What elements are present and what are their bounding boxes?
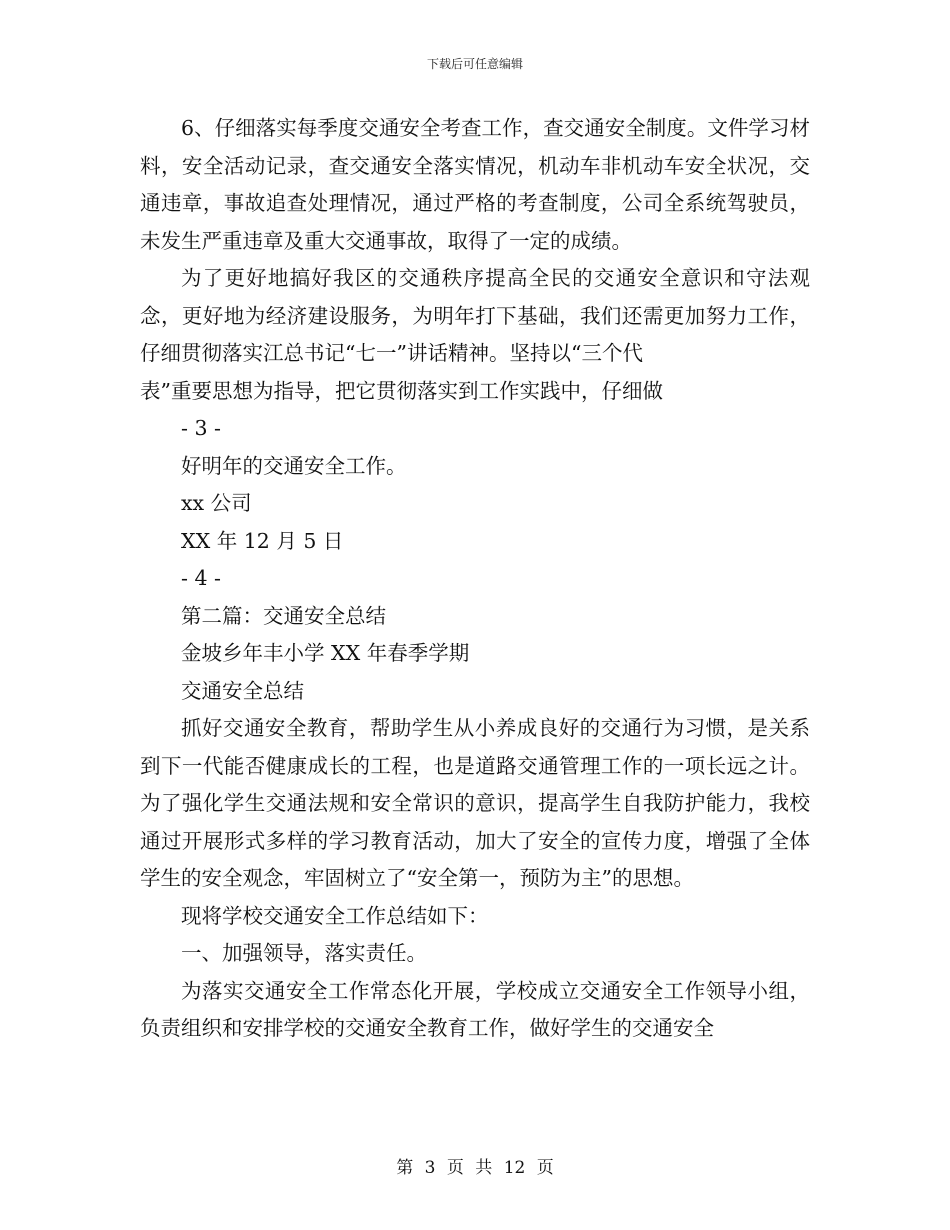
paragraph-next-year-plan: 为了更好地搞好我区的交通秩序提高全民的交通安全意识和守法观念，更好地为经济建设服务，为明年打下基础，我们还需更加努力工作，仔细贯彻落实江总书记“七一”讲话精神。坚持以“三个代 xyxy=(140,266,810,365)
paragraph-inspection: 6、仔细落实每季度交通安全考查工作，查交通安全制度。文件学习材料，安全活动记录，查交通安全落实情况，机动车非机动车安全状况，交通违章，事故追查处理情况，通过严格的考查制度，公司全系统驾驶员，未发生严重违章及重大交通事故，取得了一定的成绩。 xyxy=(140,116,810,253)
summary-title: 交通安全总结 xyxy=(181,678,304,703)
line-closing: 好明年的交通安全工作。 xyxy=(181,453,407,478)
page-marker-3: - 3 - xyxy=(181,416,221,440)
paragraph-next-year-plan-end: 表”重要思想为指导，把它贯彻落实到工作实践中，仔细做 xyxy=(140,378,663,403)
signature-company: xx 公司 xyxy=(181,491,252,515)
document-body xyxy=(140,110,810,1048)
signature-date: XX 年 12 月 5 日 xyxy=(181,528,344,553)
paragraph-education: 抓好交通安全教育，帮助学生从小养成良好的交通行为习惯，是关系到下一代能否健康成长的工程，也是道路交通管理工作的一项长远之计。为了强化学生交通法规和安全常识的意识，提高学生自我防护能力，我校通过开展形式多样的学习教育活动，加大了安全的宣传力度，增强了全体学生的安全观念，牢固树立了“安全第一，预防为主”的思想。 xyxy=(140,716,810,890)
page-footer: 第 3 页 共 12 页 xyxy=(396,1158,554,1178)
page-header: 下载后可任意编辑 xyxy=(426,57,523,71)
page-marker-4: - 4 - xyxy=(181,566,221,590)
school-title: 金坡乡年丰小学 XX 年春季学期 xyxy=(181,641,470,665)
line-summary-intro: 现将学校交通安全工作总结如下： xyxy=(181,903,489,928)
paragraph-leadership: 为落实交通安全工作常态化开展，学校成立交通安全工作领导小组，负责组织和安排学校的交通安全教育工作，做好学生的交通安全 xyxy=(140,978,810,1040)
section-title: 第二篇：交通安全总结 xyxy=(181,603,386,628)
heading-leadership: 一、加强领导，落实责任。 xyxy=(181,941,427,965)
